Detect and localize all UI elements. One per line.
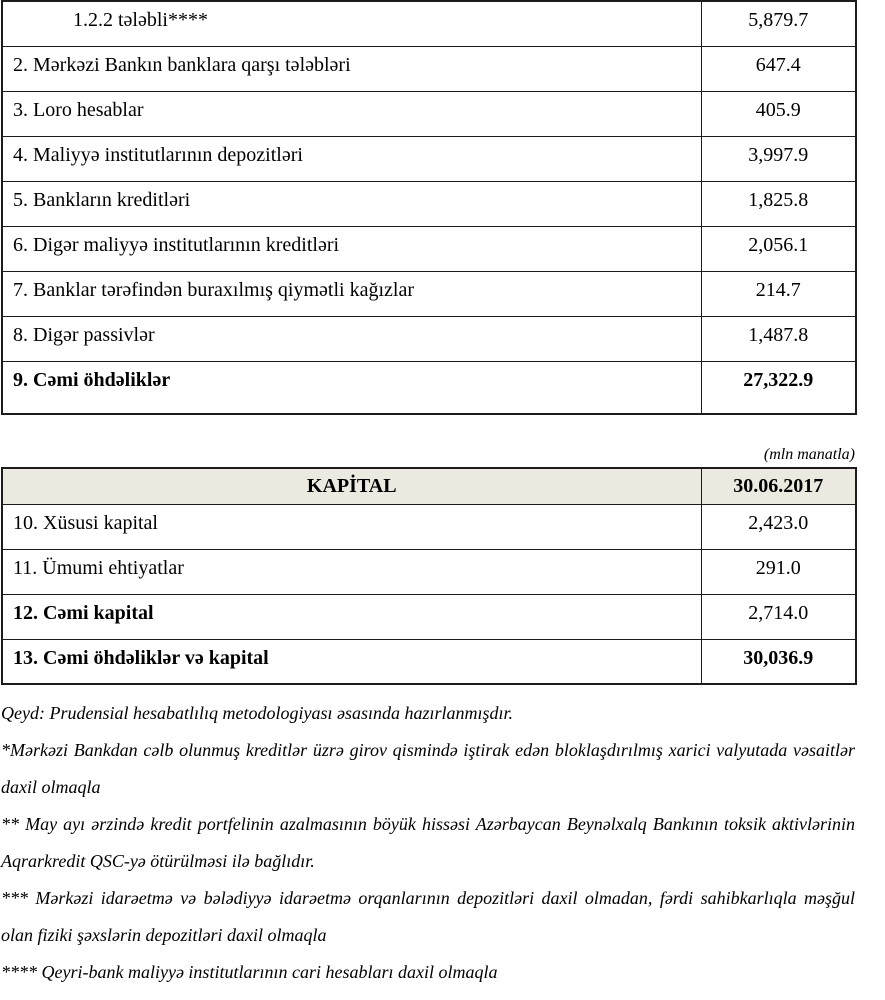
table-row <box>2 504 856 549</box>
row-value: 1,825.8 <box>701 181 856 226</box>
table-row-total-liabilities <box>2 361 856 414</box>
row-value: 2,423.0 <box>701 504 856 549</box>
footnote-2: ** May ayı ərzində kredit portfelinin azalmasının böyük hissəsi Azərbaycan Beynəlxalq Bankının toksik aktivlərinin Aqrarkredit QSC-yə ötürülməsi ilə bağlıdır. <box>1 814 855 871</box>
row-label: 5. Bankların kreditləri <box>2 181 701 226</box>
row-value: 5,879.7 <box>701 1 856 46</box>
unit-note: (mln manatla) <box>763 446 855 463</box>
table-row <box>2 46 856 91</box>
row-label: 6. Digər maliyyə institutlarının kreditləri <box>2 226 701 271</box>
row-value: 30,036.9 <box>701 639 856 684</box>
footnote-3: *** Mərkəzi idarəetmə və bələdiyyə idarəetmə orqanlarının depozitləri daxil olmadan, fərdi sahibkarlıqla məşğul olan fiziki şəxslərin depozitləri daxil olmaqla <box>1 888 855 945</box>
row-label: 3. Loro hesablar <box>2 91 701 136</box>
footnote-1: *Mərkəzi Bankdan cəlb olunmuş kreditlər üzrə girov qismində iştirak edən bloklaşdırılmış xarici valyutada vəsaitlər daxil olmaqla <box>1 740 855 797</box>
row-label: 12. Cəmi kapital <box>2 594 701 639</box>
footnotes <box>1 695 855 991</box>
row-label: 9. Cəmi öhdəliklər <box>2 361 701 414</box>
row-label: 8. Digər passivlər <box>2 316 701 361</box>
table-row <box>2 1 856 46</box>
footnote-4: **** Qeyri-bank maliyyə institutlarının cari hesabları daxil olmaqla <box>1 962 498 982</box>
footnote-note: Qeyd: Prudensial hesabatlılıq metodologiyası əsasında hazırlanmışdır. <box>1 703 513 723</box>
table-row <box>2 136 856 181</box>
table-row-total-capital <box>2 594 856 639</box>
table-row <box>2 549 856 594</box>
capital-header-title: KAPİTAL <box>2 468 701 504</box>
row-value: 291.0 <box>701 549 856 594</box>
row-value: 214.7 <box>701 271 856 316</box>
row-label: 11. Ümumi ehtiyatlar <box>2 549 701 594</box>
row-label: 2. Mərkəzi Bankın banklara qarşı tələbləri <box>2 46 701 91</box>
table-row <box>2 316 856 361</box>
capital-header-date: 30.06.2017 <box>701 468 856 504</box>
row-label: 7. Banklar tərəfindən buraxılmış qiymətli kağızlar <box>2 271 701 316</box>
row-label: 10. Xüsusi kapital <box>2 504 701 549</box>
table-row <box>2 181 856 226</box>
table-row-grand-total <box>2 639 856 684</box>
row-value: 405.9 <box>701 91 856 136</box>
row-value: 27,322.9 <box>701 361 856 414</box>
row-value: 647.4 <box>701 46 856 91</box>
liabilities-table <box>1 0 857 415</box>
row-value: 1,487.8 <box>701 316 856 361</box>
row-label: 1.2.2 tələbli**** <box>2 1 701 46</box>
capital-table <box>1 467 857 685</box>
row-value: 3,997.9 <box>701 136 856 181</box>
row-value: 2,714.0 <box>701 594 856 639</box>
table-row <box>2 91 856 136</box>
row-label: 13. Cəmi öhdəliklər və kapital <box>2 639 701 684</box>
row-label: 4. Maliyyə institutlarının depozitləri <box>2 136 701 181</box>
table-row <box>2 226 856 271</box>
table-row <box>2 271 856 316</box>
capital-table-header <box>2 468 856 504</box>
row-value: 2,056.1 <box>701 226 856 271</box>
